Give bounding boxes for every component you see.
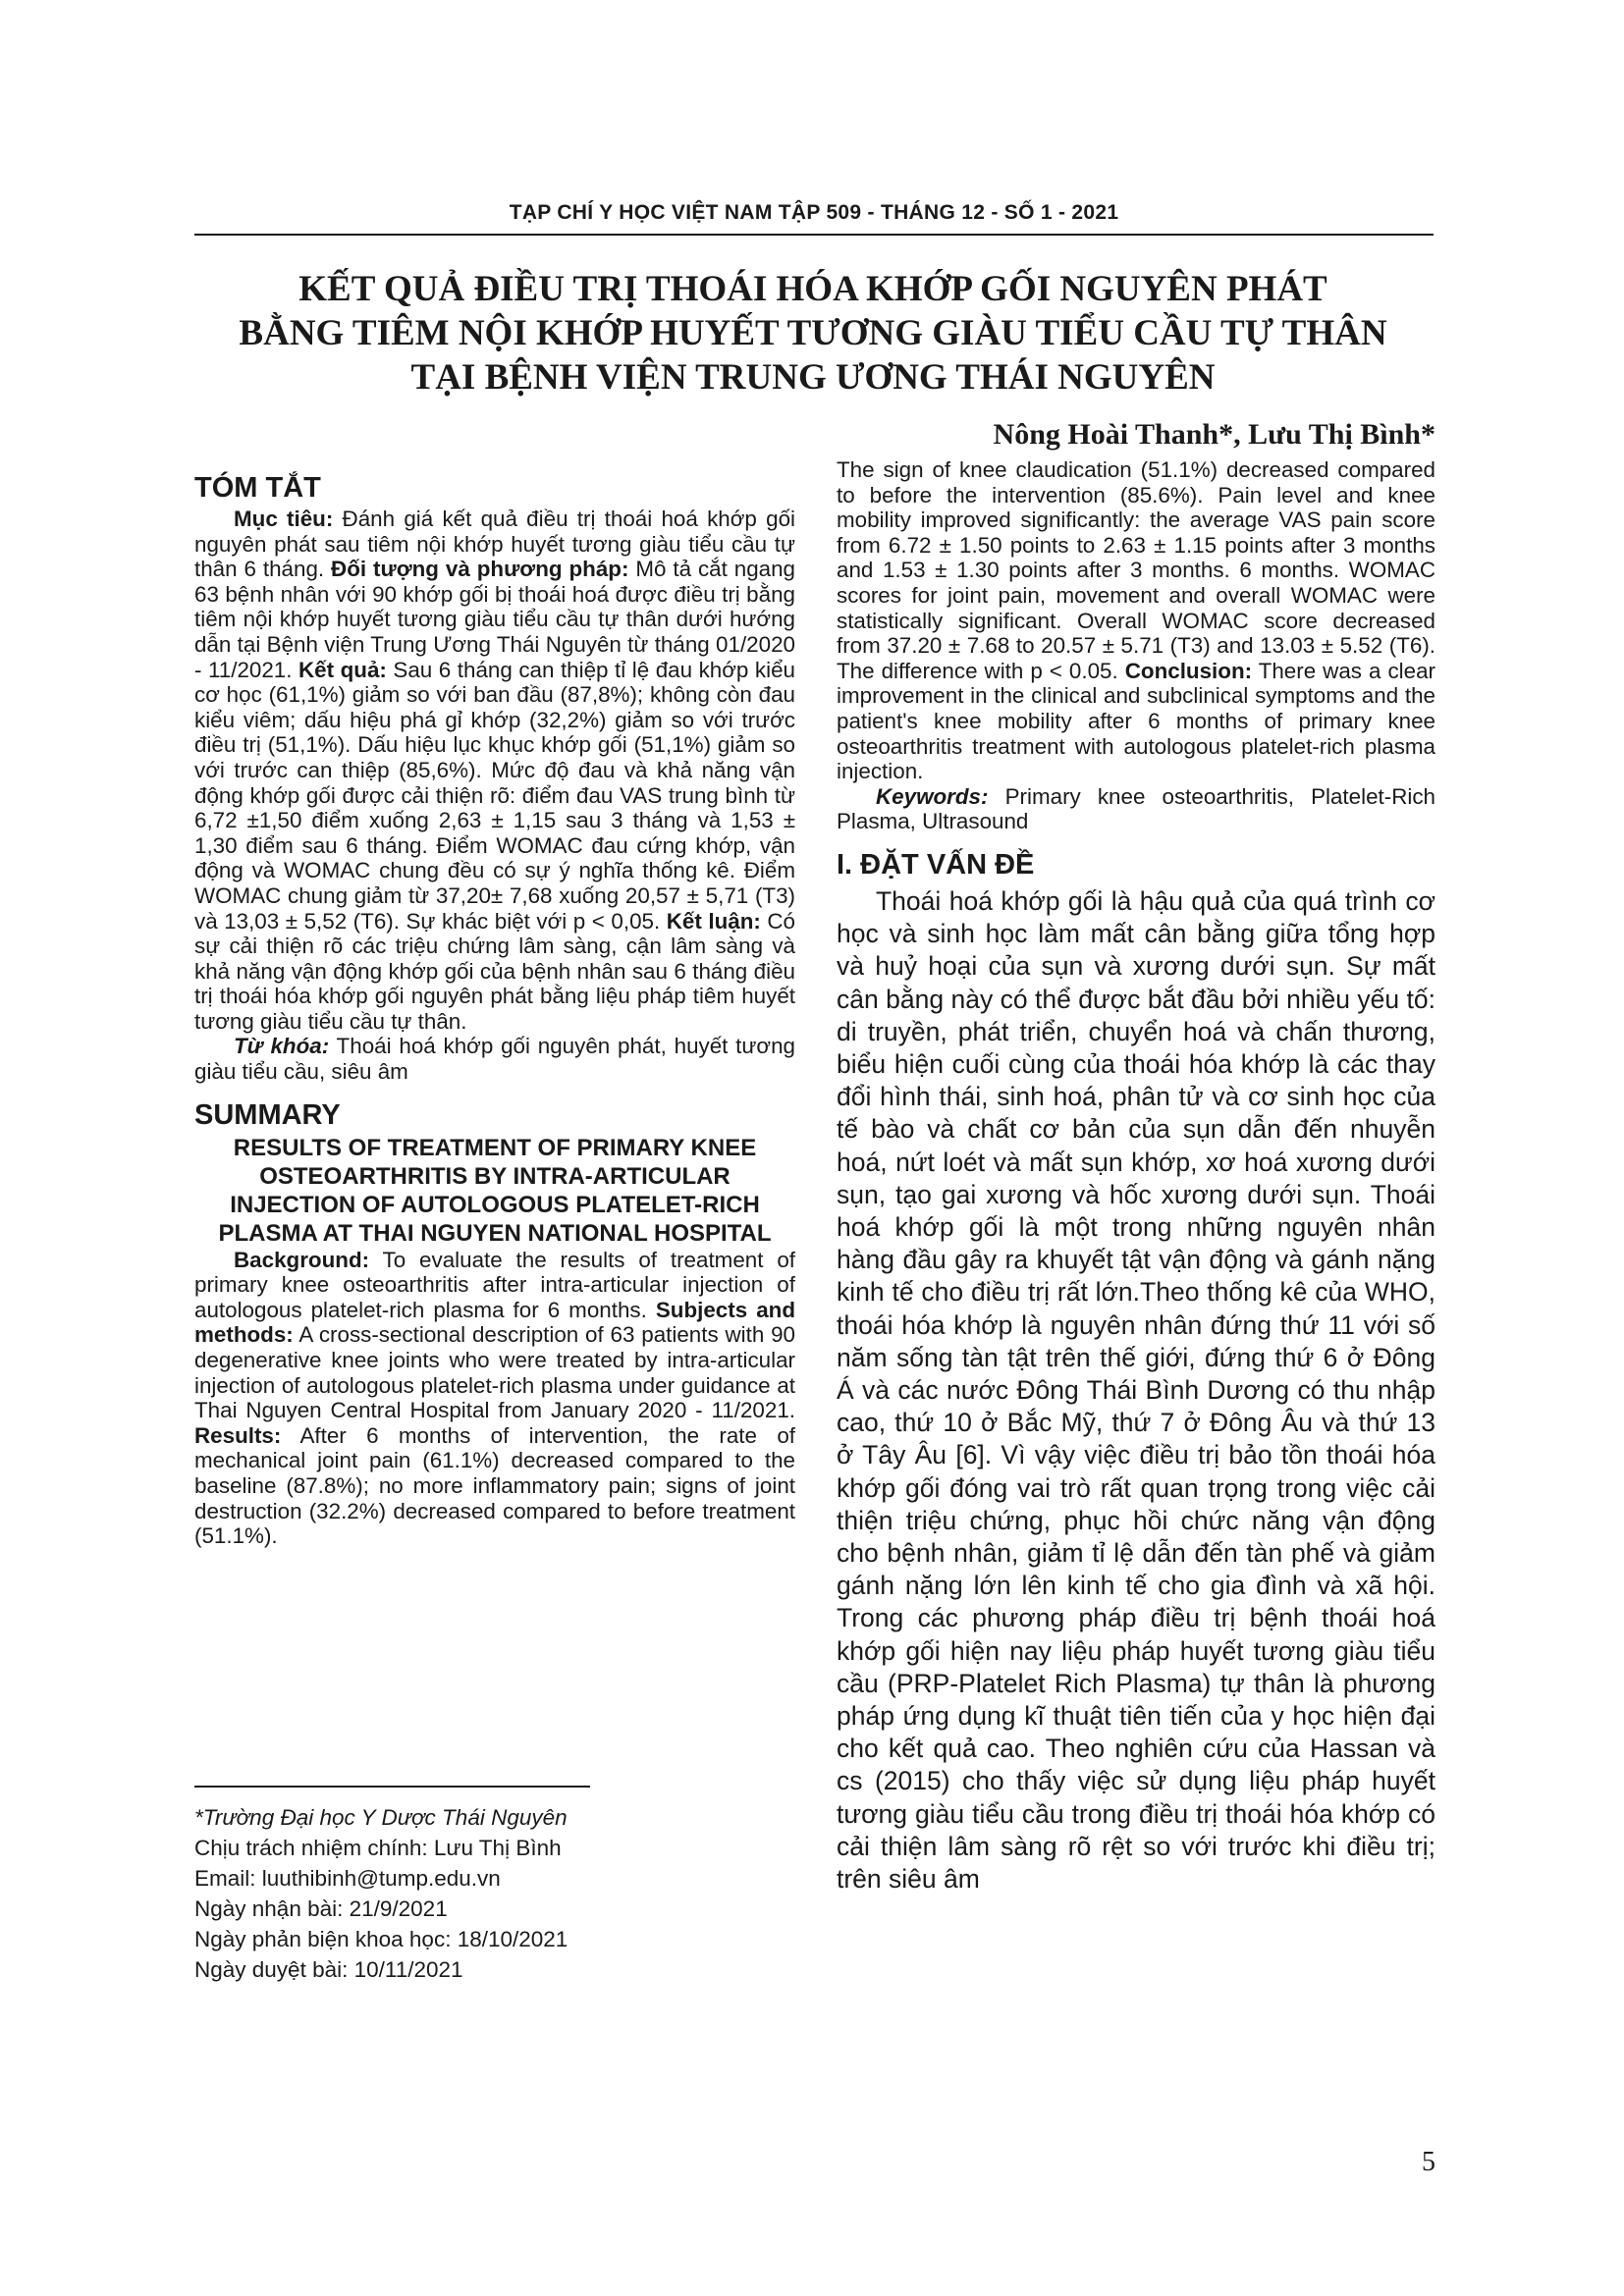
- right-column: [837, 457, 1435, 1896]
- doi-tuong-label: Đối tượng và phương pháp:: [331, 557, 629, 582]
- tom-tat-heading: TÓM TẮT: [194, 472, 321, 504]
- results-continued-text: The sign of knee claudication (51.1%) decreased compared to before the intervention (85.6%). Pain level and knee mobility improved significantly: the average VAS pain score from 6.72 ± 1.50 points to 2.63 ± 1.15 points after 3 months and 1.53 ± 1.30 points after 3 months. 6 months. WOMAC scores for joint pain, movement and overall WOMAC were statistically significant. Overall WOMAC score decreased from 37.20 ± 7.68 to 20.57 ± 5.71 (T3) and 13.03 ± 5.52 (T6). The difference with p < 0.05.: [837, 457, 1435, 683]
- footnote-corresponding: Chịu trách nhiệm chính: Lưu Thị Bình: [194, 1836, 562, 1860]
- summary-abstract: [194, 1248, 795, 1549]
- footnote-received: Ngày nhận bài: 21/9/2021: [194, 1896, 448, 1921]
- keywords-text: Primary knee osteoarthritis, Platelet-Rich Plasma, Ultrasound: [837, 783, 1435, 834]
- results-text: After 6 months of intervention, the rate of mechanical joint pain (61.1%) decreased compared to the baseline (87.8%); no more inflammatory pain; signs of joint destruction (32.2%) decreased compared to before treatment (51.1%).: [194, 1422, 795, 1549]
- footnote-approved: Ngày duyệt bài: 10/11/2021: [194, 1957, 463, 1982]
- tu-khoa-label: Từ khóa:: [234, 1034, 330, 1059]
- conclusion-label: Conclusion:: [1124, 658, 1253, 683]
- footnote-rule: [194, 1786, 590, 1788]
- footnote-reviewed: Ngày phản biện khoa học: 18/10/2021: [194, 1927, 568, 1951]
- title-line-1: KẾT QUẢ ĐIỀU TRỊ THOÁI HÓA KHỚP GỐI NGUYÊN PHÁT: [298, 269, 1327, 309]
- section-1-paragraph: Thoái hoá khớp gối là hậu quả của quá trình cơ học và sinh học làm mất cân bằng giữa tổng hợp và huỷ hoại của sụn và xương dưới sụn. Sự mất cân bằng này có thể được bắt đầu bởi nhiều yếu tố: di truyền, phát triển, chuyển hoá và chấn thương, biểu hiện cuối cùng của thoái hóa khớp là các thay đổi hình thái, sinh hoá, phân tử và cơ sinh học của tế bào và chất cơ bản của sụn dẫn đến nhuyễn hoá, nứt loét và mất sụn khớp, xơ hoá xương dưới sụn, tạo gai xương và hốc xương dưới sụn. Thoái hoá khớp gối là một trong những nguyên nhân hàng đầu gây ra khuyết tật vận động và gánh nặng kinh tế cho điều trị rất lớn.Theo thống kê của WHO, thoái hóa khớp là nguyên nhân đứng thứ 11 với số năm sống tàn tật trên thế giới, đứng thứ 6 ở Đông Á và các nước Đông Thái Bình Dương có thu nhập cao, thứ 10 ở Bắc Mỹ, thứ 7 ở Đông Âu và thứ 13 ở Tây Âu [6]. Vì vậy việc điều trị bảo tồn thoái hóa khớp gối đóng vai trò rất quan trọng trong việc cải thiện triệu chứng, phục hồi chức năng vận động cho bệnh nhân, giảm tỉ lệ dẫn đến tàn phế và giảm gánh nặng lớn lên kinh tế cho gia đình và xã hội. Trong các phương pháp điều trị bệnh thoái hoá khớp gối hiện nay liệu pháp huyết tương giàu tiểu cầu (PRP-Platelet Rich Plasma) tự thân là phương pháp ứng dụng kĩ thuật tiên tiến của y học hiện đại cho kết quả cao. Theo nghiên cứu của Hassan và cs (2015) cho thấy việc sử dụng liệu pháp huyết tương giàu tiểu cầu trong điều trị thoái hóa khớp có cải thiện lâm sàng rõ rệt so với trước khi điều trị; trên siêu âm: [837, 885, 1435, 1894]
- ket-luan-label: Kết luận:: [666, 908, 761, 934]
- authors: Nông Hoài Thanh*, Lưu Thị Bình*: [993, 418, 1435, 451]
- tu-khoa-text: Thoái hoá khớp gối nguyên phát, huyết tương giàu tiểu cầu, siêu âm: [194, 1034, 795, 1085]
- background-text: To evaluate the results of treatment of primary knee osteoarthritis after intra-articular injection of autologous platelet-rich plasma for 6 months.: [194, 1247, 795, 1322]
- summary-title: RESULTS OF TREATMENT OF PRIMARY KNEE OSTEOARTHRITIS BY INTRA-ARTICULAR INJECTION OF AUTOLOGOUS PLATELET-RICH PLASMA AT THAI NGUYEN NATIONAL HOSPITAL: [218, 1134, 772, 1247]
- title-line-2: BẰNG TIÊM NỘI KHỚP HUYẾT TƯƠNG GIÀU TIỂU CẦU TỰ THÂN: [239, 313, 1387, 353]
- footnote-email: Email: luuthibinh@tump.edu.vn: [194, 1866, 501, 1891]
- subjects-label: Subjects and methods:: [194, 1297, 795, 1348]
- doi-tuong-text: Mô tả cắt ngang 63 bệnh nhân với 90 khớp gối bị thoái hoá được điều trị bằng tiêm nội khớp huyết tương giàu tiểu cầu tự thân dưới hướng dẫn tại Bệnh viện Trung Ương Thái Nguyên từ tháng 01/2020 - 11/2021.: [194, 557, 795, 682]
- results-label: Results:: [194, 1422, 282, 1448]
- footnote-affiliation: *Trường Đại học Y Dược Thái Nguyên: [194, 1805, 568, 1830]
- tom-tat-abstract: [194, 507, 795, 1034]
- summary-heading: SUMMARY: [194, 1098, 341, 1131]
- ket-qua-label: Kết quả:: [298, 657, 387, 682]
- ket-qua-text: Sau 6 tháng can thiệp tỉ lệ đau khớp kiểu cơ học (61,1%) giảm so với ban đầu (87,8%); không còn đau kiểu viêm; dấu hiệu phá gỉ khớp (32,2%) giảm so với trước điều trị (51,1%). Dấu hiệu lục khục khớp gối (51,1%) giảm so với trước can thiệp (85,6%). Mức độ đau và khả năng vận động khớp gối được cải thiện rõ: điểm đau VAS trung bình từ 6,72 ±1,50 điểm xuống 2,63 ± 1,15 sau 3 tháng và 1,53 ± 1,30 điểm sau 6 tháng. Điểm WOMAC đau cứng khớp, vận động và WOMAC chung đều có sự ý nghĩa thống kê. Điểm WOMAC chung giảm từ 37,20± 7,68 xuống 20,57 ± 5,71 (T3) và 13,03 ± 5,52 (T6). Sự khác biệt với p < 0,05.: [194, 657, 795, 934]
- ket-luan-text: Có sự cải thiện rõ các triệu chứng lâm sàng, cận lâm sàng và khả năng vận động khớp gối của bệnh nhân sau 6 tháng điều trị thoái hóa khớp gối nguyên phát bằng liệu pháp tiêm huyết tương giàu tiểu cầu tự thân.: [194, 908, 796, 1034]
- left-column: [194, 469, 795, 1549]
- page-number: 5: [1422, 2147, 1435, 2177]
- tu-khoa: [194, 1034, 795, 1084]
- conclusion-text: There was a clear improvement in the clinical and subclinical symptoms and the patient's knee mobility after 6 months of primary knee osteoarthritis treatment with autologous platelet-rich plasma injection.: [837, 658, 1435, 784]
- header-rule: [194, 234, 1434, 236]
- keywords-label: Keywords:: [876, 783, 989, 809]
- section-1-heading: I. ĐẶT VẤN ĐỀ: [837, 848, 1035, 881]
- footnotes: [194, 1802, 744, 1985]
- running-head: TẠP CHÍ Y HỌC VIỆT NAM TẬP 509 - THÁNG 12 - SỐ 1 - 2021: [509, 201, 1119, 224]
- muc-tieu-label: Mục tiêu:: [234, 507, 334, 531]
- muc-tieu-text: Đánh giá kết quả điều trị thoái hoá khớp gối nguyên phát sau tiêm nội khớp huyết tương giàu tiểu cầu tự thân 6 tháng.: [194, 507, 795, 582]
- summary-abstract-continued: [837, 457, 1435, 784]
- title-line-3: TẠI BỆNH VIỆN TRUNG ƯƠNG THÁI NGUYÊN: [410, 357, 1216, 398]
- subjects-text: A cross-sectional description of 63 patients with 90 degenerative knee joints who were treated by intra-articular injection of autologous platelet-rich plasma under guidance at Thai Nguyen Central Hospital from January 2020 - 11/2021.: [194, 1322, 795, 1423]
- keywords: [837, 784, 1435, 834]
- article-title: [196, 267, 1430, 400]
- background-label: Background:: [234, 1247, 370, 1272]
